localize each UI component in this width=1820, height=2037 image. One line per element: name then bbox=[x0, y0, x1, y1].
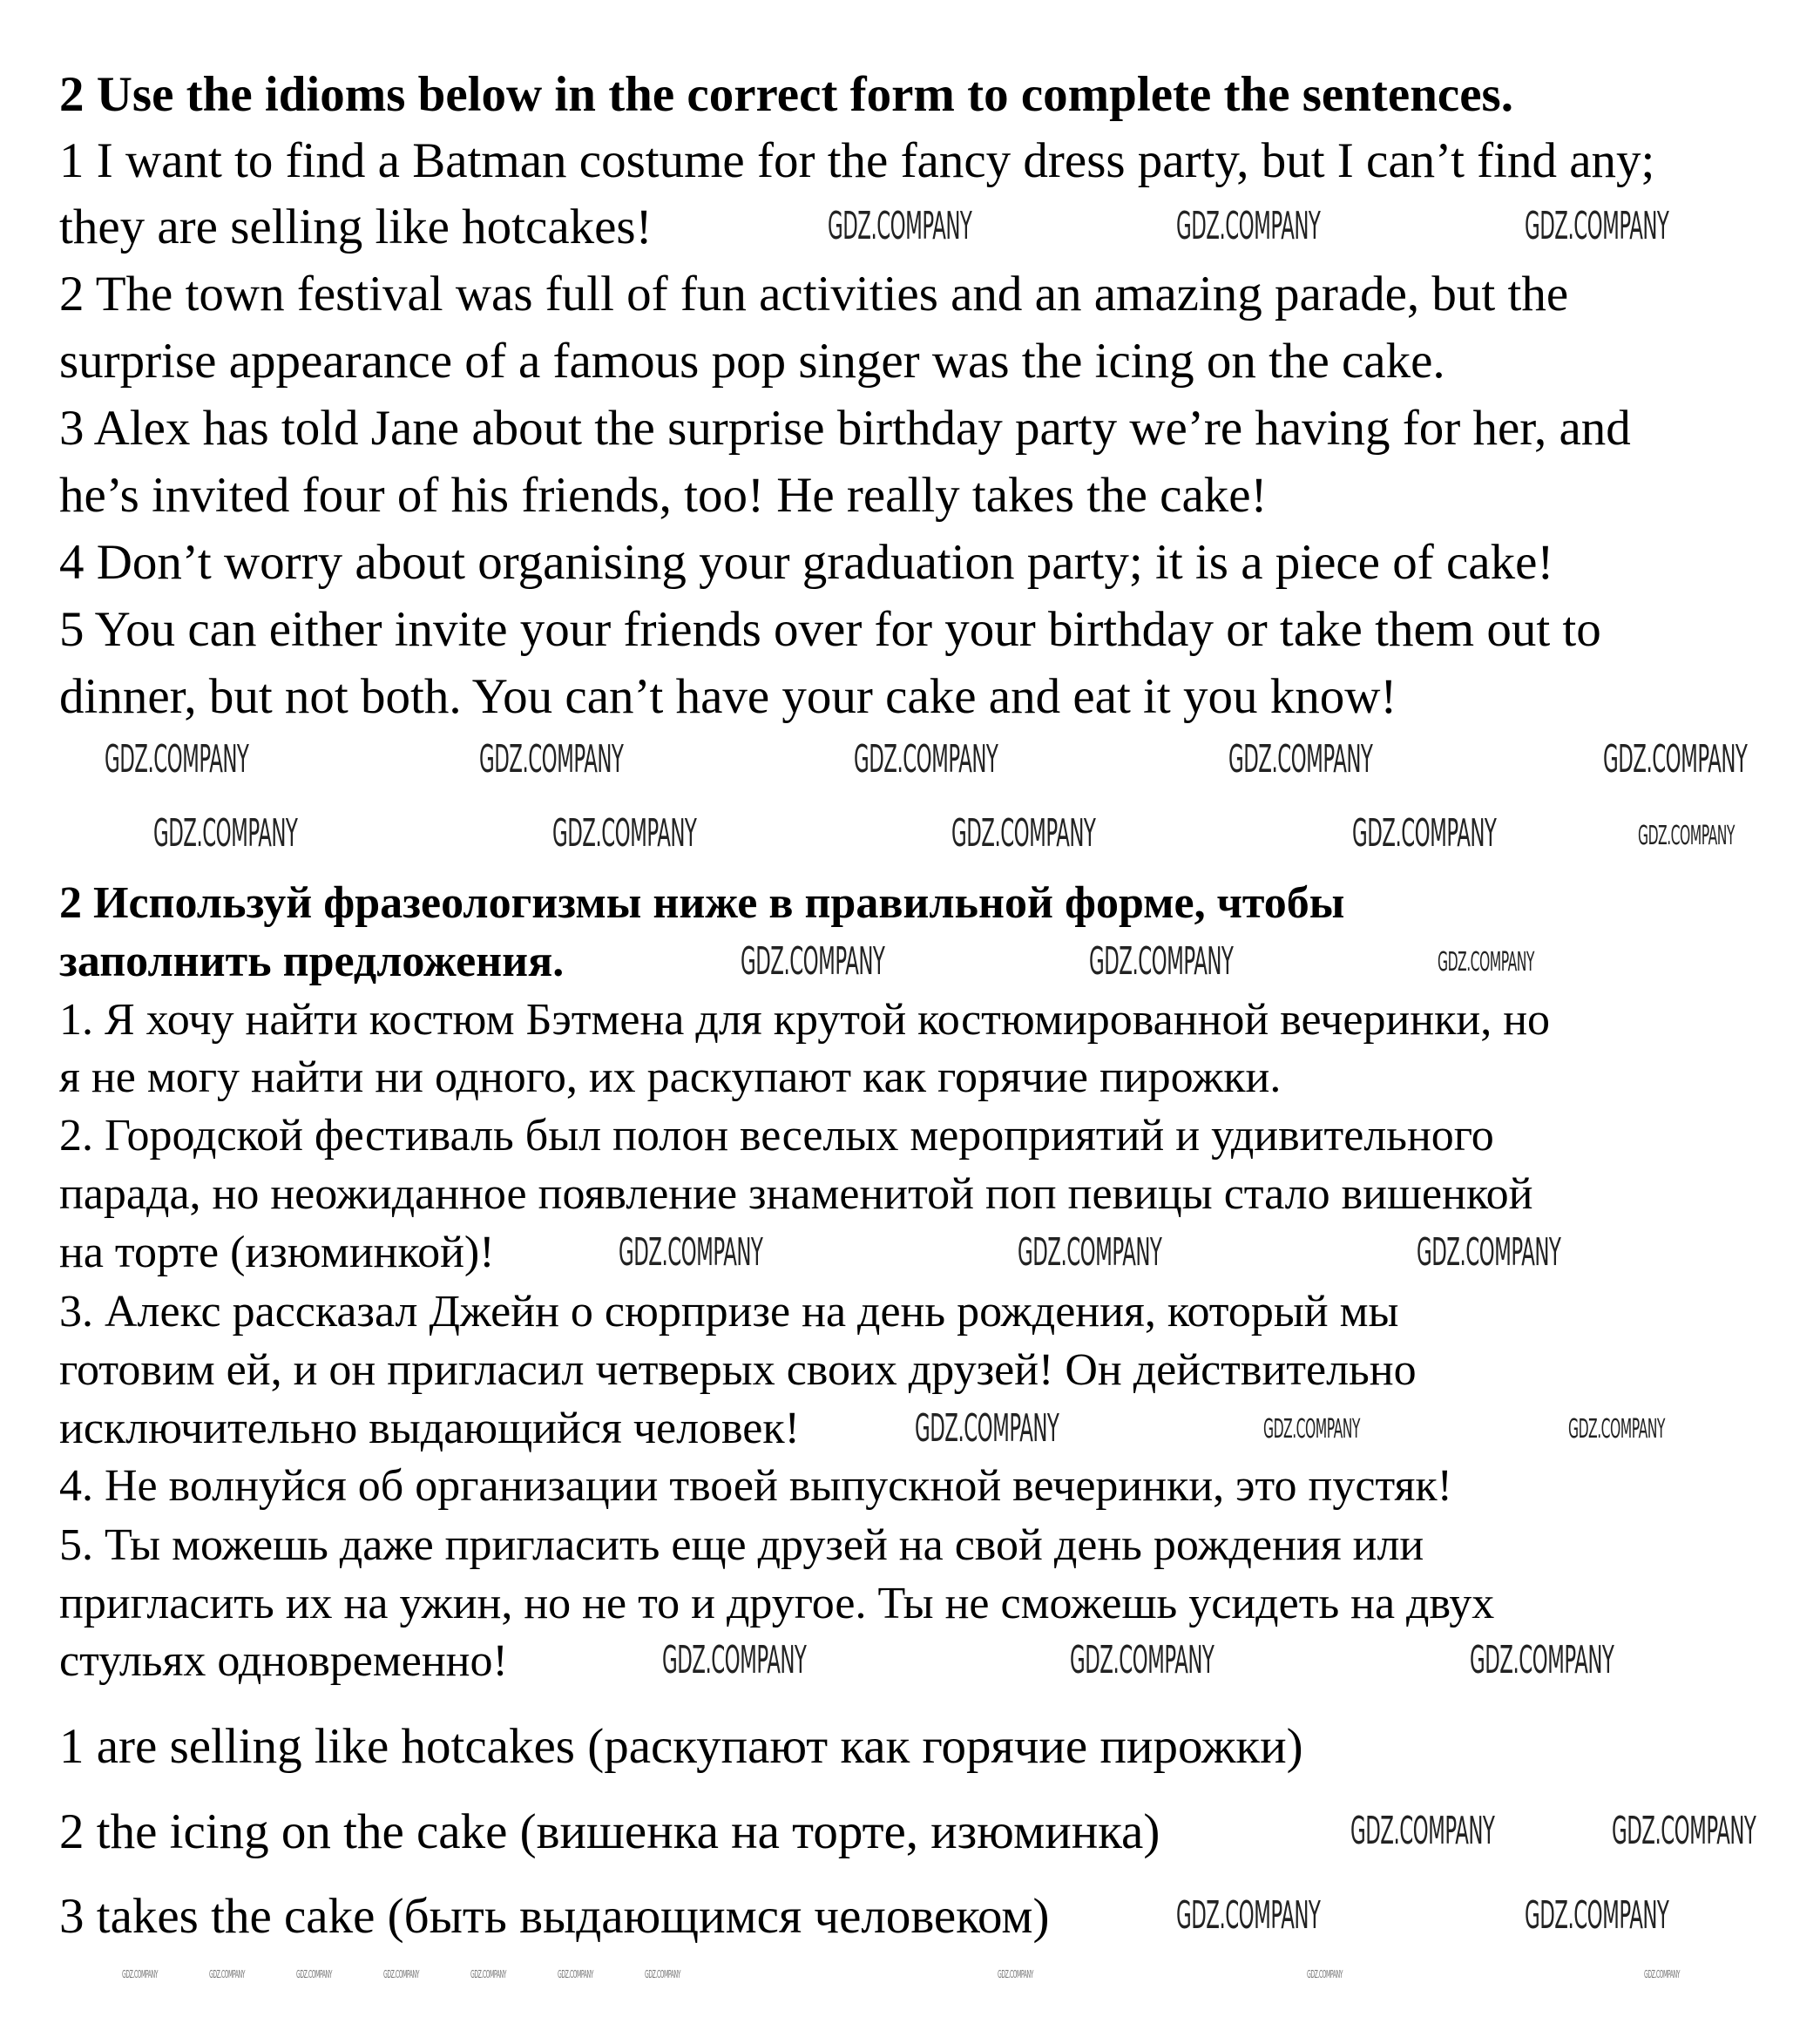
watermark: GDZ.COMPANY bbox=[951, 811, 1096, 856]
watermark: GDZ.COMPANY bbox=[915, 1406, 1059, 1451]
watermark: GDZ.COMPANY bbox=[741, 939, 885, 984]
watermark: GDZ.COMPANY bbox=[1176, 204, 1321, 248]
watermark: GDZ.COMPANY bbox=[1263, 1414, 1360, 1445]
watermark: GDZ.COMPANY bbox=[153, 811, 298, 856]
answer-line: 2 the icing on the cake (вишенка на торте, изюминка) bbox=[59, 1804, 1160, 1859]
watermark: GDZ.COMPANY bbox=[1089, 939, 1234, 984]
watermark: GDZ.COMPANY bbox=[479, 737, 624, 782]
russian-line: 1. Я хочу найти костюм Бэтмена для крутой костюмированной вечеринки, но bbox=[59, 995, 1551, 1045]
watermark: GDZ.COMPANY bbox=[296, 1968, 332, 1980]
watermark: GDZ.COMPANY bbox=[122, 1968, 158, 1980]
russian-line: 4. Не волнуйся об организации твоей выпускной вечеринки, это пустяк! bbox=[59, 1461, 1452, 1511]
russian-line: пригласить их на ужин, но не то и другое. Ты не сможешь усидеть на двух bbox=[59, 1579, 1495, 1628]
english-line: they are selling like hotcakes! bbox=[59, 200, 653, 254]
russian-line: парада, но неожиданное появление знаменитой поп певицы стало вишенкой bbox=[59, 1169, 1533, 1219]
watermark: GDZ.COMPANY bbox=[1470, 1638, 1614, 1682]
watermark: GDZ.COMPANY bbox=[1438, 947, 1534, 978]
english-line: 5 You can either invite your friends over for your birthday or take them out to bbox=[59, 602, 1601, 657]
english-line: 1 I want to find a Batman costume for the fancy dress party, but I can’t find any; bbox=[59, 133, 1655, 188]
watermark: GDZ.COMPANY bbox=[1307, 1968, 1343, 1980]
watermark: GDZ.COMPANY bbox=[1417, 1230, 1561, 1275]
watermark: GDZ.COMPANY bbox=[209, 1968, 245, 1980]
watermark: GDZ.COMPANY bbox=[854, 737, 998, 782]
watermark: GDZ.COMPANY bbox=[828, 204, 972, 248]
watermark: GDZ.COMPANY bbox=[105, 737, 249, 782]
watermark: GDZ.COMPANY bbox=[1568, 1414, 1665, 1445]
english-line: surprise appearance of a famous pop singer was the icing on the cake. bbox=[59, 334, 1445, 389]
russian-exercise-title: 2 Используй фразеологизмы ниже в правильной форме, чтобы bbox=[59, 878, 1345, 928]
watermark: GDZ.COMPANY bbox=[662, 1638, 807, 1682]
watermark: GDZ.COMPANY bbox=[1603, 737, 1748, 782]
watermark: GDZ.COMPANY bbox=[645, 1968, 680, 1980]
english-line: dinner, but not both. You can’t have your cake and eat it you know! bbox=[59, 669, 1397, 724]
russian-line: на торте (изюминкой)! bbox=[59, 1228, 495, 1277]
watermark: GDZ.COMPANY bbox=[1352, 811, 1497, 856]
answer-line: 3 takes the cake (быть выдающимся человеком) bbox=[59, 1889, 1050, 1944]
watermark: GDZ.COMPANY bbox=[552, 811, 697, 856]
watermark: GDZ.COMPANY bbox=[1638, 821, 1735, 851]
watermark: GDZ.COMPANY bbox=[383, 1968, 419, 1980]
russian-line: я не могу найти ни одного, их раскупают как горячие пирожки. bbox=[59, 1052, 1282, 1102]
english-line: 3 Alex has told Jane about the surprise birthday party we’re having for her, and bbox=[59, 401, 1631, 456]
russian-line: готовим ей, и он пригласил четверых своих друзей! Он действительно bbox=[59, 1345, 1417, 1395]
answer-line: 1 are selling like hotcakes (раскупают как горячие пирожки) bbox=[59, 1719, 1303, 1774]
watermark: GDZ.COMPANY bbox=[1070, 1638, 1214, 1682]
watermark: GDZ.COMPANY bbox=[470, 1968, 506, 1980]
russian-line: 5. Ты можешь даже пригласить еще друзей на свой день рождения или bbox=[59, 1520, 1424, 1570]
russian-exercise-title: заполнить предложения. bbox=[59, 937, 565, 986]
english-line: 2 The town festival was full of fun activities and an amazing parade, but the bbox=[59, 267, 1569, 321]
watermark: GDZ.COMPANY bbox=[1525, 1893, 1669, 1938]
watermark: GDZ.COMPANY bbox=[619, 1230, 763, 1275]
watermark: GDZ.COMPANY bbox=[1644, 1968, 1680, 1980]
watermark: GDZ.COMPANY bbox=[1612, 1809, 1756, 1853]
russian-line: 2. Городской фестиваль был полон веселых мероприятий и удивительного bbox=[59, 1111, 1494, 1161]
english-line: 4 Don’t worry about organising your graduation party; it is a piece of cake! bbox=[59, 535, 1554, 590]
russian-line: стульях одновременно! bbox=[59, 1636, 508, 1686]
russian-line: исключительно выдающийся человек! bbox=[59, 1404, 800, 1453]
watermark: GDZ.COMPANY bbox=[1018, 1230, 1162, 1275]
watermark: GDZ.COMPANY bbox=[1176, 1893, 1321, 1938]
watermark: GDZ.COMPANY bbox=[558, 1968, 593, 1980]
watermark: GDZ.COMPANY bbox=[1350, 1809, 1495, 1853]
english-exercise-title: 2 Use the idioms below in the correct form to complete the sentences. bbox=[59, 67, 1513, 122]
russian-line: 3. Алекс рассказал Джейн о сюрпризе на день рождения, который мы bbox=[59, 1287, 1399, 1337]
watermark: GDZ.COMPANY bbox=[998, 1968, 1033, 1980]
watermark: GDZ.COMPANY bbox=[1228, 737, 1373, 782]
watermark: GDZ.COMPANY bbox=[1525, 204, 1669, 248]
english-line: he’s invited four of his friends, too! He really takes the cake! bbox=[59, 468, 1268, 523]
